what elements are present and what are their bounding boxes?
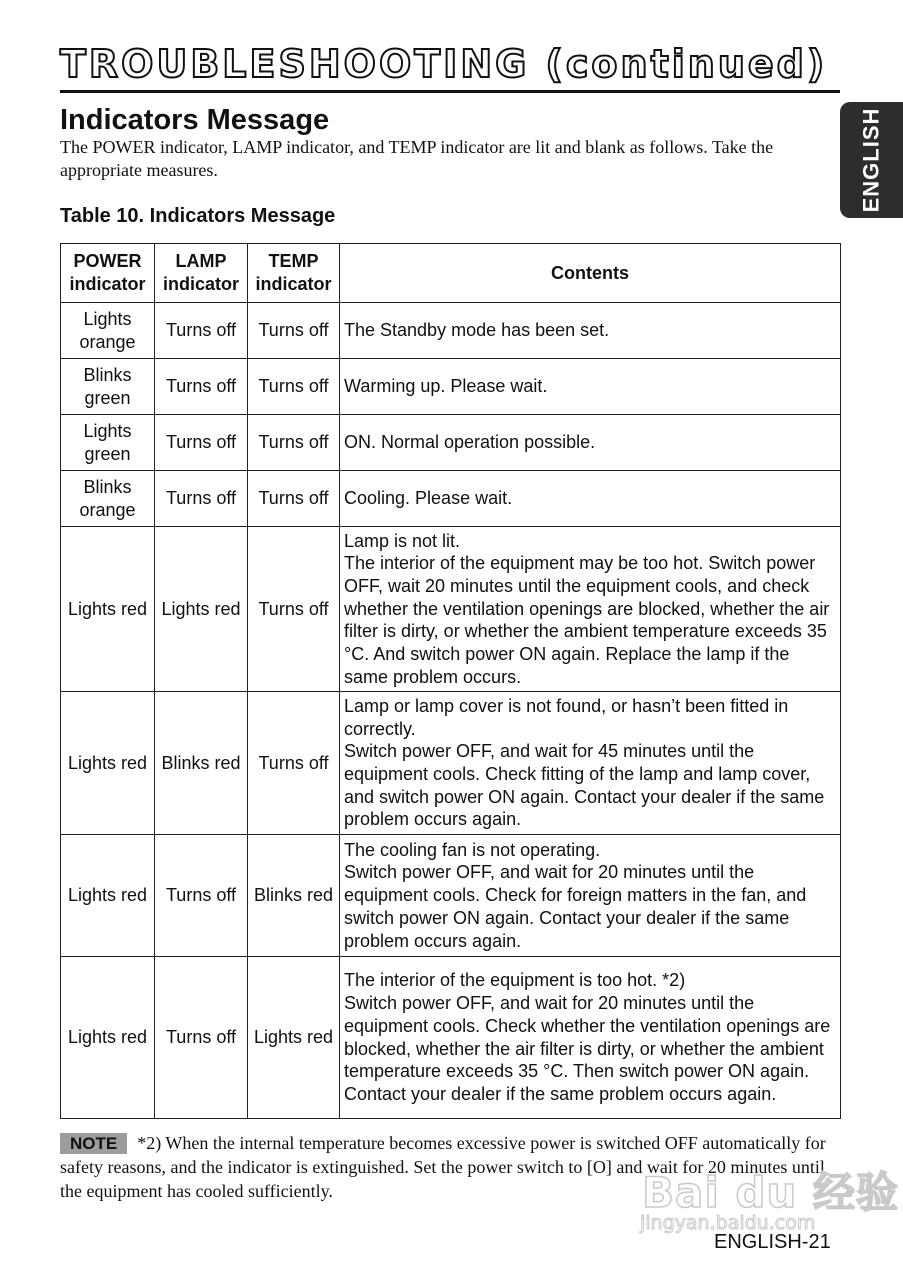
contents-cell — [340, 692, 841, 835]
power-cell: Lights green — [61, 415, 155, 471]
lamp-cell: Lights red — [155, 527, 248, 692]
table-row — [61, 957, 841, 1119]
page-header — [60, 40, 840, 88]
watermark-url: jingyan.baidu.com — [640, 1212, 816, 1234]
contents-line: The Standby mode has been set. — [344, 320, 610, 341]
contents-cell — [340, 835, 841, 957]
table-row — [61, 415, 841, 471]
temp-cell: Turns off — [248, 303, 340, 359]
temp-cell: Lights red — [248, 957, 340, 1119]
table-row — [61, 471, 841, 527]
lamp-cell: Turns off — [155, 303, 248, 359]
indicators-table — [60, 243, 841, 1119]
note-badge: NOTE — [60, 1133, 127, 1154]
contents-line: Switch power OFF, and wait for 45 minutes until the equipment cools. Check fitting of the lamp and lamp cover, and switch power ON again. Contact your dealer if the same problem occurs again. — [344, 741, 825, 830]
lamp-cell: Turns off — [155, 835, 248, 957]
table-row — [61, 835, 841, 957]
contents-cell — [340, 957, 841, 1119]
header-contents: Contents — [340, 244, 841, 303]
table-row — [61, 303, 841, 359]
page-title: TROUBLESHOOTING (continued) — [60, 42, 828, 86]
table-row — [61, 359, 841, 415]
watermark-logo: Bai du 经验 — [642, 1168, 899, 1217]
contents-line: Lamp or lamp cover is not found, or hasn’t been fitted in correctly. — [344, 695, 789, 739]
header-power: POWER indicator — [61, 244, 155, 303]
contents-line: Switch power OFF, and wait for 20 minutes until the equipment cools. Check for foreign matters in the fan, and switch power ON again. Contact your dealer if the same problem occurs again. — [344, 862, 807, 951]
contents-line: Warming up. Please wait. — [344, 376, 548, 397]
contents-cell — [340, 359, 841, 415]
lamp-cell: Turns off — [155, 957, 248, 1119]
power-cell: Lights red — [61, 692, 155, 835]
temp-cell: Turns off — [248, 359, 340, 415]
contents-cell — [340, 303, 841, 359]
header-lamp: LAMP indicator — [155, 244, 248, 303]
power-cell: Lights red — [61, 957, 155, 1119]
table-row — [61, 527, 841, 692]
lamp-cell: Turns off — [155, 415, 248, 471]
contents-cell — [340, 527, 841, 692]
page-number: ENGLISH-21 — [714, 1231, 831, 1253]
language-tab-label: ENGLISH — [858, 107, 884, 213]
temp-cell: Turns off — [248, 415, 340, 471]
contents-cell — [340, 471, 841, 527]
contents-line: The interior of the equipment is too hot. *2) — [344, 970, 686, 991]
temp-cell: Turns off — [248, 527, 340, 692]
contents-line: Lamp is not lit. — [344, 530, 461, 551]
title-rule — [60, 90, 840, 93]
temp-cell: Blinks red — [248, 835, 340, 957]
lamp-cell: Blinks red — [155, 692, 248, 835]
note-text: *2) When the internal temperature becomes excessive power is switched OFF automatically for safety reasons, and the indicator is extinguished. Set the power switch to [O] and wait for 20 minutes until the equipment has cooled sufficiently. — [60, 1133, 826, 1201]
contents-line: Switch power OFF, and wait for 20 minutes until the equipment cools. Check whether the ventilation openings are blocked, whether the air filter is dirty, or whether the ambient temperature exceeds 35 °C. Then switch power ON again. Contact your dealer if the same problem occurs again. — [344, 993, 831, 1104]
section-heading: Indicators Message — [60, 104, 330, 136]
contents-line: Cooling. Please wait. — [344, 488, 513, 509]
contents-line: ON. Normal operation possible. — [344, 432, 596, 453]
table-caption: Table 10. Indicators Message — [60, 205, 336, 227]
lamp-cell: Turns off — [155, 359, 248, 415]
lamp-cell: Turns off — [155, 471, 248, 527]
power-cell: Lights red — [61, 835, 155, 957]
header-temp: TEMP indicator — [248, 244, 340, 303]
power-cell: Blinks orange — [61, 471, 155, 527]
contents-line: The interior of the equipment may be too hot. Switch power OFF, wait 20 minutes until the equipment cools, and check whether the ventilation openings are blocked, whether the air filter is dirty, or whether the ambient temperature exceeds 35 °C. And switch power ON again. Replace the lamp if the same problem occurs. — [344, 553, 830, 687]
language-tab — [840, 102, 903, 218]
temp-cell: Turns off — [248, 692, 340, 835]
power-cell: Lights orange — [61, 303, 155, 359]
temp-cell: Turns off — [248, 471, 340, 527]
power-cell: Lights red — [61, 527, 155, 692]
intro-paragraph: The POWER indicator, LAMP indicator, and TEMP indicator are lit and blank as follows. Take the appropriate measures. — [60, 137, 774, 180]
contents-line: The cooling fan is not operating. — [344, 839, 601, 860]
power-cell: Blinks green — [61, 359, 155, 415]
table-header-row — [61, 244, 841, 303]
table-row — [61, 692, 841, 835]
contents-cell — [340, 415, 841, 471]
